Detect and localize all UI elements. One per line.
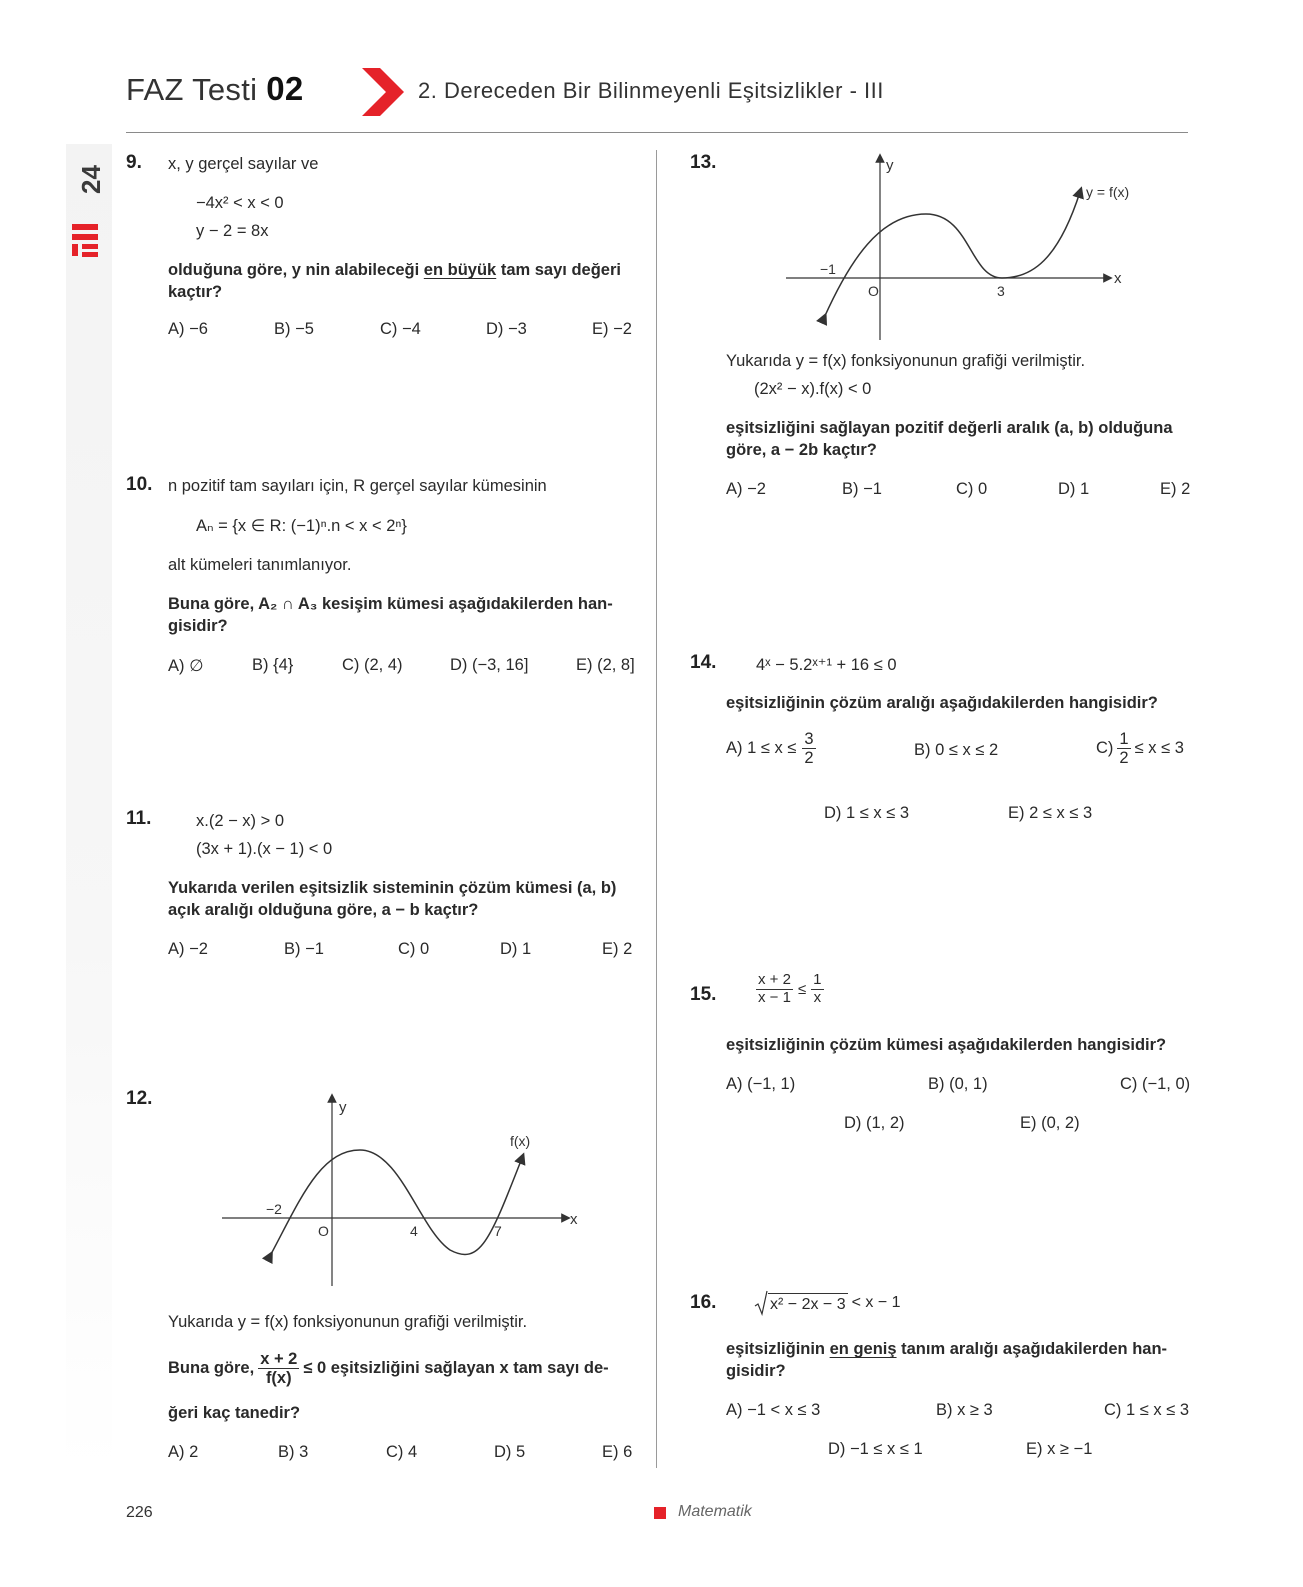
q13-option-b[interactable]: B) −1 — [842, 480, 882, 498]
q12-question — [168, 1350, 609, 1387]
q9-option-d[interactable]: D) −3 — [486, 320, 527, 338]
side-number: 24 — [76, 165, 106, 194]
q12-option-a[interactable]: A) 2 — [168, 1443, 199, 1461]
q15-inequality — [754, 972, 826, 1006]
q10-question-b: gisidir? — [168, 617, 228, 635]
q14-option-a-den: 2 — [804, 749, 814, 768]
q13-question-b: göre, a − 2b kaçtır? — [726, 441, 877, 459]
q15-lhs-num: x + 2 — [758, 971, 791, 988]
q9-question-underlined: en büyük — [423, 261, 497, 279]
q16-question — [726, 1340, 1167, 1359]
q16-option-a[interactable]: A) −1 < x ≤ 3 — [726, 1401, 821, 1419]
q14-option-d[interactable]: D) 1 ≤ x ≤ 3 — [824, 804, 910, 822]
q12-func-label: f(x) — [510, 1133, 531, 1149]
q12-option-c[interactable]: C) 4 — [386, 1443, 418, 1461]
q12-origin-label: O — [318, 1223, 329, 1239]
q16-question-c: gisidir? — [726, 1362, 786, 1380]
q14-option-e[interactable]: E) 2 ≤ x ≤ 3 — [1008, 804, 1093, 822]
q15-option-d[interactable]: D) (1, 2) — [844, 1114, 905, 1132]
q10-option-b[interactable]: B) {4} — [252, 656, 294, 674]
q14-option-c-post: ≤ x ≤ 3 — [1134, 739, 1184, 758]
q15-lhs-den: x − 1 — [758, 988, 791, 1006]
q13-y-label: y — [886, 157, 894, 174]
q11-option-c[interactable]: C) 0 — [398, 940, 430, 958]
q15-relation: ≤ — [797, 980, 807, 998]
q16-option-d[interactable]: D) −1 ≤ x ≤ 1 — [828, 1440, 923, 1458]
test-title — [126, 70, 304, 108]
q13-tick-3: 3 — [997, 283, 1005, 299]
q16-question-b: tanım aralığı aşağıdakilerden han- — [896, 1340, 1168, 1358]
q16-radicand: x² − 2x − 3 — [768, 1293, 848, 1314]
q14-eq: 4ˣ − 5.2ˣ⁺¹ + 16 ≤ 0 — [756, 656, 897, 674]
q16-number: 16. — [690, 1292, 717, 1313]
q13-option-a[interactable]: A) −2 — [726, 480, 766, 498]
q10-question-a: Buna göre, A₂ ∩ A₃ kesişim kümesi aşağıdakilerden han- — [168, 595, 613, 613]
q14-option-c-num: 1 — [1119, 730, 1129, 748]
q9-option-a[interactable]: A) −6 — [168, 320, 208, 338]
q14-number: 14. — [690, 652, 717, 673]
q9-intro: x, y gerçel sayılar ve — [168, 155, 319, 173]
q10-option-a[interactable]: A) ∅ — [168, 657, 204, 675]
q13-line1: Yukarıda y = f(x) fonksiyonunun grafiği verilmiştir. — [726, 352, 1086, 370]
test-title-prefix: FAZ Testi — [126, 72, 258, 107]
q10-number: 10. — [126, 474, 153, 495]
q16-rhs: < x − 1 — [851, 1294, 901, 1311]
q15-rhs-den: x — [813, 988, 822, 1006]
q14-option-c[interactable] — [1096, 730, 1184, 767]
q13-x-label: x — [1114, 270, 1122, 287]
q15-option-e[interactable]: E) (0, 2) — [1020, 1114, 1080, 1132]
q14-question: eşitsizliğinin çözüm aralığı aşağıdakilerden hangisidir? — [726, 694, 1158, 712]
q9-question-a: olduğuna göre, y nin alabileceği — [168, 261, 424, 279]
header-divider — [126, 132, 1188, 133]
q12-option-e[interactable]: E) 6 — [602, 1443, 633, 1461]
page-number: 226 — [126, 1504, 153, 1521]
q13-origin-label: O — [868, 283, 879, 299]
q11-eq2: (3x + 1).(x − 1) < 0 — [196, 840, 333, 858]
q15-rhs-num: 1 — [813, 971, 822, 988]
q9-option-b[interactable]: B) −5 — [274, 320, 314, 338]
q13-option-e[interactable]: E) 2 — [1160, 480, 1191, 498]
q9-option-e[interactable]: E) −2 — [592, 320, 632, 338]
q10-option-d[interactable]: D) (−3, 16] — [450, 656, 529, 674]
test-number: 02 — [266, 70, 304, 107]
q13-graph — [780, 150, 1140, 350]
sqrt-icon — [754, 1290, 768, 1316]
q13-option-c[interactable]: C) 0 — [956, 480, 988, 498]
q14-option-a[interactable] — [726, 730, 818, 767]
q9-eq1: −4x² < x < 0 — [196, 194, 284, 212]
q13-eq: (2x² − x).f(x) < 0 — [754, 380, 872, 398]
q12-tick-neg2: −2 — [266, 1201, 282, 1217]
q12-curve — [270, 1150, 522, 1256]
q16-inequality — [754, 1290, 901, 1316]
q14-option-b[interactable]: B) 0 ≤ x ≤ 2 — [914, 741, 999, 759]
column-divider — [656, 150, 657, 1468]
q13-tick-neg1: −1 — [820, 261, 836, 277]
q16-option-e[interactable]: E) x ≥ −1 — [1026, 1440, 1093, 1458]
q10-option-c[interactable]: C) (2, 4) — [342, 656, 403, 674]
q12-question-b: ≤ 0 eşitsizliğini sağlayan x tam sayı de- — [303, 1359, 609, 1378]
q12-tick-4: 4 — [410, 1223, 418, 1239]
q11-option-a[interactable]: A) −2 — [168, 940, 208, 958]
q9-eq2: y − 2 = 8x — [196, 222, 269, 240]
footer-square-icon — [654, 1507, 666, 1519]
q11-option-e[interactable]: E) 2 — [602, 940, 633, 958]
q9-option-c[interactable]: C) −4 — [380, 320, 421, 338]
faz-24-logo — [66, 150, 112, 260]
q11-option-b[interactable]: B) −1 — [284, 940, 324, 958]
q11-option-d[interactable]: D) 1 — [500, 940, 532, 958]
q12-question-a: Buna göre, — [168, 1359, 255, 1378]
q11-question-b: açık aralığı olduğuna göre, a − b kaçtır? — [168, 901, 479, 919]
q13-option-d[interactable]: D) 1 — [1058, 480, 1090, 498]
q10-set: Aₙ = {x ∈ R: (−1)ⁿ.n < x < 2ⁿ} — [196, 517, 407, 535]
q14-option-a-num: 3 — [804, 730, 814, 748]
q12-number: 12. — [126, 1088, 153, 1109]
q15-option-c[interactable]: C) (−1, 0) — [1120, 1075, 1191, 1093]
q16-question-underlined: en geniş — [829, 1340, 897, 1358]
q12-question-c: ğeri kaç tanedir? — [168, 1404, 301, 1422]
q15-option-a[interactable]: A) (−1, 1) — [726, 1075, 796, 1093]
q14-option-c-den: 2 — [1119, 749, 1129, 768]
q12-tick-7: 7 — [494, 1223, 502, 1239]
q10-line2: alt kümeleri tanımlanıyor. — [168, 556, 352, 574]
q12-line1: Yukarıda y = f(x) fonksiyonunun grafiği verilmiştir. — [168, 1313, 528, 1331]
q15-question: eşitsizliğinin çözüm kümesi aşağıdakilerden hangisidir? — [726, 1036, 1167, 1054]
q15-option-b[interactable]: B) (0, 1) — [928, 1075, 988, 1093]
q12-graph — [210, 1090, 590, 1290]
q13-func-label: y = f(x) — [1086, 184, 1130, 200]
q9-question-c: kaçtır? — [168, 283, 223, 301]
q12-x-label: x — [570, 1211, 578, 1228]
q15-number: 15. — [690, 984, 717, 1005]
page-subtitle: 2. Dereceden Bir Bilinmeyenli Eşitsizlikler - III — [418, 78, 884, 103]
q11-question-a: Yukarıda verilen eşitsizlik sisteminin çözüm kümesi (a, b) — [168, 879, 617, 897]
q13-number: 13. — [690, 152, 717, 173]
q13-curve — [824, 192, 1080, 318]
q10-intro: n pozitif tam sayıları için, R gerçel sayılar kümesinin — [168, 477, 547, 495]
q12-frac-den: f(x) — [265, 1369, 292, 1388]
q11-eq1: x.(2 − x) > 0 — [196, 812, 285, 830]
q9-number: 9. — [126, 152, 142, 173]
q12-frac-num: x + 2 — [260, 1350, 298, 1368]
q12-y-label: y — [339, 1099, 347, 1116]
q12-option-b[interactable]: B) 3 — [278, 1443, 309, 1461]
chevron-right-icon — [362, 68, 404, 116]
q16-option-b[interactable]: B) x ≥ 3 — [936, 1401, 993, 1419]
q14-option-c-text: C) — [1096, 739, 1114, 758]
footer-subject: Matematik — [678, 1503, 752, 1520]
q16-question-a: eşitsizliğinin — [726, 1340, 830, 1358]
q14-option-a-text: A) 1 ≤ x ≤ — [726, 739, 797, 758]
q9-question — [168, 261, 621, 280]
q9-question-b: tam sayı değeri — [496, 261, 621, 279]
q16-option-c[interactable]: C) 1 ≤ x ≤ 3 — [1104, 1401, 1190, 1419]
q10-option-e[interactable]: E) (2, 8] — [576, 656, 635, 674]
side-strip — [66, 144, 112, 1474]
q11-number: 11. — [126, 808, 152, 829]
q13-question-a: eşitsizliğini sağlayan pozitif değerli aralık (a, b) olduğuna — [726, 419, 1173, 437]
q12-option-d[interactable]: D) 5 — [494, 1443, 526, 1461]
